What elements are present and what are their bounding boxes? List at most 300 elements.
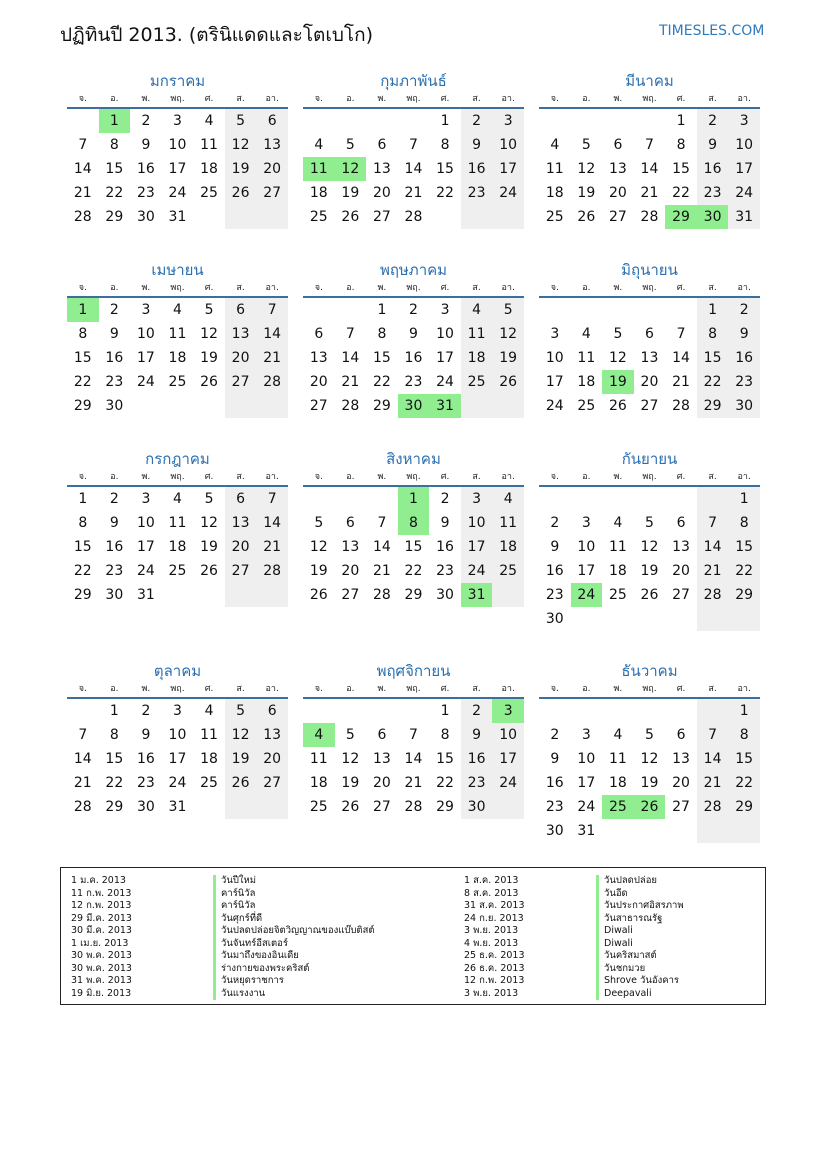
weekday-label: อา.: [737, 283, 751, 293]
empty-cell: [492, 583, 524, 607]
day-cell: 27: [672, 587, 690, 603]
month-name: มีนาคม: [625, 72, 674, 90]
day-cell: 5: [581, 137, 591, 153]
empty-cell: [539, 487, 571, 511]
day-cell: 9: [440, 515, 450, 531]
day-cell: 4: [314, 137, 324, 153]
day-cell: 16: [136, 751, 155, 767]
day-cell: 24: [492, 771, 524, 795]
day-cell: 11: [461, 322, 493, 346]
day-cell: 14: [256, 322, 288, 346]
empty-cell: [602, 607, 634, 631]
day-cell: 17: [168, 751, 187, 767]
empty-cell: [634, 607, 666, 631]
day-cell: 4: [613, 515, 623, 531]
day-cell: 5: [225, 109, 257, 133]
day-cell: 28: [73, 799, 92, 815]
day-cell: 10: [577, 539, 596, 555]
day-cell: 9: [728, 322, 760, 346]
day-cell: 20: [225, 346, 257, 370]
day-cell: 7: [697, 723, 729, 747]
weekday-label: พฤ.: [170, 684, 185, 694]
empty-cell: [665, 699, 697, 723]
day-cell: 19: [225, 157, 257, 181]
legend-names-right: [596, 875, 684, 1000]
weekday-label: พ.: [141, 94, 151, 104]
day-cell: 6: [377, 137, 387, 153]
day-cell: 9: [409, 326, 418, 342]
day-cell: 31: [728, 205, 760, 229]
day-cell: 21: [640, 185, 659, 201]
weekday-label: พ.: [141, 472, 151, 482]
month-days: [303, 109, 524, 229]
day-cell: 6: [377, 727, 387, 743]
day-cell: 1: [78, 491, 88, 507]
day-cell: 26: [577, 209, 596, 225]
weekday-label: ศ.: [676, 283, 686, 293]
day-cell: 1: [697, 298, 729, 322]
day-cell: 16: [697, 157, 729, 181]
month-name: สิงหาคม: [386, 450, 441, 468]
day-cell: 16: [545, 775, 564, 791]
holiday-name: คาร์นิวัล: [213, 900, 375, 913]
day-cell: 8: [728, 511, 760, 535]
weekday-label: จ.: [550, 684, 559, 694]
day-cell: 10: [492, 133, 524, 157]
weekday-label: จ.: [78, 472, 87, 482]
day-cell: 9: [109, 326, 119, 342]
weekday-label: จ.: [314, 283, 323, 293]
empty-cell: [303, 699, 335, 723]
month-block: [67, 450, 288, 607]
empty-cell: [366, 699, 398, 723]
holiday-date: 1 เม.ย. 2013: [71, 937, 129, 949]
day-cell: 1: [398, 487, 430, 511]
weekday-label: พฤ.: [406, 283, 421, 293]
day-cell: 28: [372, 587, 391, 603]
day-cell: 27: [372, 209, 391, 225]
day-cell: 31: [577, 823, 596, 839]
day-cell: 20: [256, 747, 288, 771]
day-cell: 30: [105, 587, 124, 603]
day-cell: 16: [545, 563, 564, 579]
day-cell: 7: [676, 326, 686, 342]
day-cell: 2: [109, 491, 119, 507]
holiday-name: วันศุกร์ที่ดี: [213, 913, 375, 926]
holiday-name: คาร์นิวัล: [213, 888, 375, 901]
day-cell: 28: [341, 398, 360, 414]
day-cell: 18: [608, 775, 627, 791]
day-cell: 4: [204, 703, 214, 719]
weekday-label: อา.: [265, 684, 279, 694]
day-cell: 28: [256, 370, 288, 394]
weekday-label: ศ.: [440, 684, 450, 694]
day-cell: 29: [73, 587, 92, 603]
day-cell: 20: [640, 374, 659, 390]
weekday-label: จ.: [314, 472, 323, 482]
weekday-label: ศ.: [440, 94, 450, 104]
day-cell: 30: [136, 799, 155, 815]
holiday-date: 1 ม.ค. 2013: [71, 875, 126, 886]
legend-dates-right: [464, 875, 525, 1000]
day-cell: 28: [256, 559, 288, 583]
day-cell: 5: [645, 515, 654, 531]
weekday-header: [67, 681, 288, 699]
day-cell: 25: [200, 775, 218, 791]
day-cell: 30: [461, 795, 493, 819]
day-cell: 29: [728, 795, 760, 819]
weekday-label: ส.: [472, 684, 481, 694]
day-cell: 20: [372, 775, 391, 791]
day-cell: 14: [73, 161, 92, 177]
day-cell: 22: [672, 185, 690, 201]
day-cell: 12: [341, 751, 360, 767]
day-cell: 29: [697, 394, 729, 418]
holiday-date: 12 ก.พ. 2013: [464, 975, 525, 986]
day-cell: 6: [676, 515, 686, 531]
holiday-name: วันมาถึงของอินเดีย: [213, 950, 375, 963]
day-cell: 16: [461, 747, 493, 771]
day-cell: 17: [168, 161, 187, 177]
day-cell: 21: [404, 775, 423, 791]
day-cell: 9: [461, 133, 493, 157]
day-cell: 6: [256, 699, 288, 723]
day-cell: 6: [225, 298, 257, 322]
day-cell: 23: [461, 181, 493, 205]
day-cell: 27: [256, 771, 288, 795]
day-cell: 28: [73, 209, 92, 225]
day-cell: 9: [697, 133, 729, 157]
day-cell: 27: [225, 559, 257, 583]
day-cell: 31: [136, 587, 155, 603]
day-cell: 20: [608, 185, 627, 201]
holiday-name: วันประกาศอิสรภาพ: [596, 900, 684, 913]
day-cell: 26: [200, 563, 218, 579]
month-block: [539, 261, 760, 418]
day-cell: 3: [550, 326, 560, 342]
holiday-name: วันสาธารณรัฐ: [596, 913, 684, 926]
day-cell: 9: [550, 751, 560, 767]
day-cell: 23: [697, 181, 729, 205]
day-cell: 7: [377, 515, 387, 531]
day-cell: 4: [461, 298, 493, 322]
month-name: มิถุนายน: [621, 261, 678, 279]
day-cell: 23: [545, 799, 564, 815]
day-cell: 28: [672, 398, 690, 414]
day-cell: 26: [225, 771, 257, 795]
day-cell: 27: [309, 398, 328, 414]
day-cell: 11: [303, 157, 335, 181]
weekday-label: พ.: [613, 684, 623, 694]
empty-cell: [366, 109, 398, 133]
weekday-label: ศ.: [204, 684, 214, 694]
day-cell: 14: [372, 539, 391, 555]
day-cell: 15: [404, 539, 423, 555]
day-cell: 17: [136, 539, 155, 555]
day-cell: 14: [256, 511, 288, 535]
day-cell: 12: [640, 539, 659, 555]
day-cell: 1: [440, 703, 450, 719]
site-link[interactable]: TIMESLES.COM: [659, 23, 765, 39]
weekday-label: อ.: [110, 283, 119, 293]
empty-cell: [67, 109, 99, 133]
day-cell: 25: [577, 398, 596, 414]
day-cell: 17: [545, 374, 564, 390]
weekday-label: อา.: [737, 94, 751, 104]
weekday-header: [539, 469, 760, 487]
day-cell: 13: [372, 751, 391, 767]
empty-cell: [335, 298, 367, 322]
day-cell: 15: [372, 350, 391, 366]
empty-cell: [571, 699, 603, 723]
empty-cell: [697, 699, 729, 723]
month-name: ธันวาคม: [621, 662, 678, 680]
weekday-label: อ.: [582, 472, 591, 482]
day-cell: 19: [200, 539, 218, 555]
day-cell: 17: [577, 563, 596, 579]
day-cell: 19: [577, 185, 596, 201]
day-cell: 14: [697, 535, 729, 559]
empty-cell: [697, 487, 729, 511]
empty-cell: [429, 205, 461, 229]
day-cell: 15: [728, 535, 760, 559]
day-cell: 2: [440, 491, 450, 507]
weekday-label: พ.: [141, 684, 151, 694]
empty-cell: [728, 607, 760, 631]
empty-cell: [665, 298, 697, 322]
day-cell: 15: [436, 161, 454, 177]
weekday-label: ศ.: [676, 94, 686, 104]
day-cell: 23: [136, 775, 155, 791]
weekday-label: พฤ.: [642, 94, 657, 104]
weekday-label: พฤ.: [170, 472, 185, 482]
day-cell: 5: [204, 302, 214, 318]
day-cell: 3: [728, 109, 760, 133]
day-cell: 5: [613, 326, 623, 342]
weekday-label: พฤ.: [406, 472, 421, 482]
day-cell: 21: [73, 775, 92, 791]
day-cell: 4: [173, 491, 182, 507]
empty-cell: [697, 819, 729, 843]
day-cell: 2: [141, 703, 151, 719]
month-name: กรกฎาคม: [145, 450, 210, 468]
day-cell: 17: [728, 157, 760, 181]
holiday-name: Shrove วันอังคาร: [596, 975, 684, 988]
day-cell: 12: [335, 157, 367, 181]
day-cell: 7: [697, 511, 729, 535]
day-cell: 18: [309, 185, 328, 201]
weekday-header: [303, 681, 524, 699]
day-cell: 15: [105, 161, 124, 177]
empty-cell: [602, 109, 634, 133]
weekday-label: จ.: [550, 472, 559, 482]
day-cell: 7: [645, 137, 654, 153]
weekday-label: อา.: [737, 472, 751, 482]
day-cell: 6: [345, 515, 355, 531]
day-cell: 25: [461, 370, 493, 394]
day-cell: 22: [73, 374, 92, 390]
day-cell: 19: [602, 370, 634, 394]
day-cell: 28: [640, 209, 659, 225]
day-cell: 18: [309, 775, 328, 791]
month-block: [539, 450, 760, 631]
day-cell: 25: [168, 374, 187, 390]
day-cell: 18: [200, 161, 218, 177]
day-cell: 25: [492, 559, 524, 583]
empty-cell: [634, 298, 666, 322]
weekday-label: พฤ.: [642, 684, 657, 694]
day-cell: 11: [200, 137, 218, 153]
day-cell: 30: [545, 611, 564, 627]
day-cell: 14: [404, 161, 423, 177]
day-cell: 8: [440, 137, 450, 153]
day-cell: 13: [225, 322, 257, 346]
day-cell: 10: [492, 723, 524, 747]
month-name: มกราคม: [149, 72, 206, 90]
day-cell: 15: [73, 539, 92, 555]
day-cell: 12: [200, 515, 218, 531]
empty-cell: [634, 109, 666, 133]
day-cell: 26: [634, 795, 666, 819]
weekday-label: พ.: [377, 283, 387, 293]
weekday-label: จ.: [78, 684, 87, 694]
day-cell: 11: [168, 515, 187, 531]
weekday-label: พฤ.: [170, 94, 185, 104]
day-cell: 2: [728, 298, 760, 322]
day-cell: 19: [640, 563, 659, 579]
empty-cell: [193, 205, 225, 229]
weekday-label: อ.: [582, 94, 591, 104]
day-cell: 18: [461, 346, 493, 370]
legend-dates-left: [71, 875, 132, 1000]
empty-cell: [398, 109, 430, 133]
day-cell: 25: [545, 209, 564, 225]
day-cell: 10: [136, 326, 155, 342]
empty-cell: [602, 819, 634, 843]
day-cell: 17: [461, 535, 493, 559]
holiday-date: 24 ก.ย. 2013: [464, 912, 524, 924]
day-cell: 17: [136, 350, 155, 366]
day-cell: 21: [73, 185, 92, 201]
day-cell: 10: [136, 515, 155, 531]
day-cell: 1: [67, 298, 99, 322]
month-block: [67, 662, 288, 819]
month-block: [539, 72, 760, 229]
day-cell: 13: [341, 539, 360, 555]
day-cell: 7: [256, 298, 288, 322]
day-cell: 7: [78, 137, 88, 153]
month-block: [67, 261, 288, 418]
day-cell: 30: [436, 587, 454, 603]
holiday-date: 29 มี.ค. 2013: [71, 912, 132, 924]
holiday-date: 19 มิ.ย. 2013: [71, 987, 132, 999]
day-cell: 10: [577, 751, 596, 767]
day-cell: 23: [404, 374, 423, 390]
day-cell: 20: [672, 563, 690, 579]
day-cell: 17: [436, 350, 454, 366]
holiday-date: 4 พ.ย. 2013: [464, 937, 519, 949]
day-cell: 21: [697, 559, 729, 583]
weekday-label: ส.: [708, 684, 717, 694]
day-cell: 15: [672, 161, 690, 177]
month-name: กุมภาพันธ์: [380, 72, 447, 90]
day-cell: 13: [256, 133, 288, 157]
weekday-label: ส.: [472, 283, 481, 293]
day-cell: 11: [492, 511, 524, 535]
weekday-header: [67, 469, 288, 487]
day-cell: 19: [492, 346, 524, 370]
day-cell: 16: [105, 350, 124, 366]
weekday-label: ศ.: [676, 472, 686, 482]
day-cell: 18: [168, 539, 187, 555]
weekday-header: [539, 280, 760, 298]
day-cell: 21: [372, 563, 391, 579]
day-cell: 19: [341, 775, 360, 791]
day-cell: 11: [168, 326, 187, 342]
day-cell: 25: [309, 799, 328, 815]
day-cell: 22: [728, 771, 760, 795]
weekday-label: ศ.: [440, 472, 450, 482]
day-cell: 30: [398, 394, 430, 418]
weekday-label: จ.: [78, 94, 87, 104]
day-cell: 2: [141, 113, 151, 129]
day-cell: 9: [141, 727, 151, 743]
day-cell: 8: [728, 723, 760, 747]
day-cell: 24: [168, 185, 187, 201]
day-cell: 18: [492, 535, 524, 559]
day-cell: 1: [728, 487, 760, 511]
empty-cell: [634, 819, 666, 843]
day-cell: 2: [697, 109, 729, 133]
weekday-label: พฤ.: [642, 283, 657, 293]
day-cell: 25: [168, 563, 187, 579]
day-cell: 12: [225, 133, 257, 157]
day-cell: 15: [728, 747, 760, 771]
day-cell: 28: [697, 583, 729, 607]
day-cell: 23: [136, 185, 155, 201]
day-cell: 1: [728, 699, 760, 723]
day-cell: 5: [645, 727, 654, 743]
day-cell: 22: [404, 563, 423, 579]
weekday-label: จ.: [550, 283, 559, 293]
weekday-label: ส.: [708, 94, 717, 104]
empty-cell: [256, 205, 288, 229]
day-cell: 4: [204, 113, 214, 129]
day-cell: 22: [105, 775, 124, 791]
weekday-label: ส.: [236, 283, 245, 293]
month-days: [67, 109, 288, 229]
day-cell: 10: [461, 511, 493, 535]
weekday-label: ศ.: [440, 283, 450, 293]
empty-cell: [366, 487, 398, 511]
day-cell: 27: [341, 587, 360, 603]
empty-cell: [602, 699, 634, 723]
month-days: [539, 298, 760, 418]
empty-cell: [461, 205, 493, 229]
day-cell: 24: [136, 563, 155, 579]
month-block: [303, 662, 524, 819]
legend-names-left: [213, 875, 375, 1000]
day-cell: 3: [581, 727, 591, 743]
day-cell: 18: [200, 751, 218, 767]
day-cell: 4: [550, 137, 560, 153]
weekday-label: พ.: [613, 472, 623, 482]
day-cell: 2: [109, 302, 119, 318]
day-cell: 20: [309, 374, 328, 390]
holiday-date: 8 ส.ค. 2013: [464, 887, 519, 899]
weekday-label: ส.: [236, 94, 245, 104]
month-name: เมษายน: [151, 261, 204, 279]
